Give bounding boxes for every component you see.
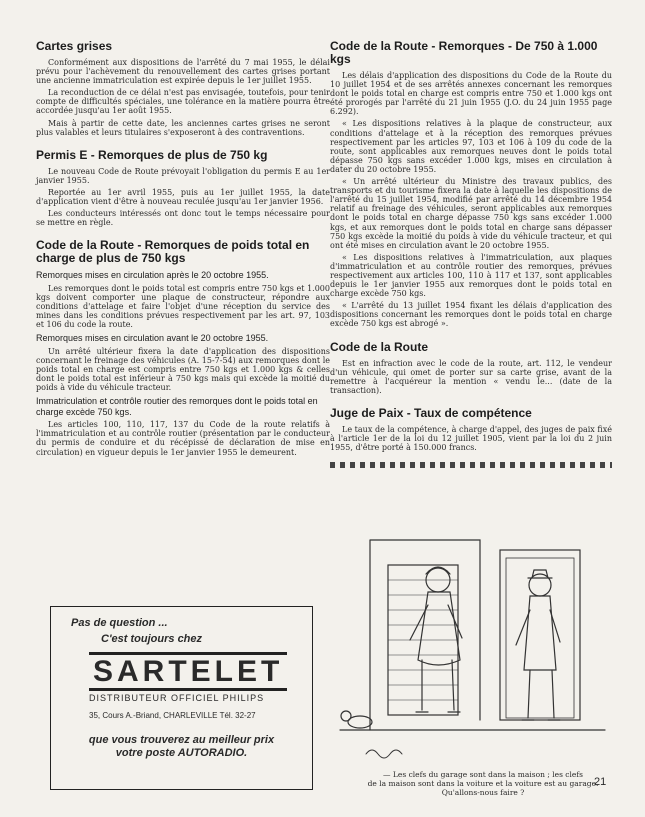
section-remorques-750-1000 (330, 40, 612, 329)
paragraph: La reconduction de ce délai n'est pas envisagée, toutefois, pour tenir compte de difficultés spéciales, une tolérance en la matière pourra être accordée jusqu'au 1er août 1955. (36, 88, 330, 116)
paragraph: « L'arrêté du 13 juillet 1954 fixant les délais d'application des dispositions concernant les remorques dont le poids total en charge excède 750 kgs est abrogé ». (330, 301, 612, 329)
paragraph: « Un arrêté ultérieur du Ministre des travaux publics, des transports et du tourisme fixera la date à laquelle les dispositions de l'arrêté du 15 juillet 1954, modifié par arrêté du 14 décembre 1954 relatif au freinage des véhicules, seront applicables aux remorques dont le poids total en charge dépasse 750 kgs sans excéder 1.000 kgs, et aux remorques dont le poids total en charge sans dépasser 750 kgs excède la moitié du poids à vide du véhicule tracteur, et qui ont été mises en circulation avant le 20 octobre 1955. (330, 177, 612, 250)
brand-logo (89, 655, 300, 689)
paragraph: Le nouveau Code de Route prévoyait l'obligation du permis E au 1er janvier 1955. (36, 166, 330, 185)
section-cartes-grises (36, 40, 330, 137)
section-title: Permis E - Remorques de plus de 750 kg (36, 147, 268, 162)
paragraph: Le taux de la compétence, à charge d'appel, des juges de paix fixé à l'article 1er de la loi du 12 juillet 1905, vient par la loi du 2 juin 1955, d'être porté à 150.000 francs. (330, 424, 612, 453)
ad-address: 35, Cours A.-Briand, CHARLEVILLE Tél. 32-27 (89, 711, 256, 720)
paragraph: Reportée au 1er avril 1955, puis au 1er juillet 1955, la date d'application vient d'être à nouveau reculée jusqu'au 1er janvier 1956. (36, 187, 330, 207)
section-title: Code de la Route - Remorques de poids total en charge de plus de 750 kgs (36, 238, 310, 266)
sartelet-advertisement (50, 606, 313, 790)
section-permis-e (36, 149, 330, 228)
section-title: Code de la Route (330, 339, 429, 354)
paragraph: Les conducteurs intéressés ont donc tout le temps nécessaire pour se mettre en règle. (36, 209, 330, 228)
section-title: Cartes grises (36, 39, 113, 53)
paragraph: Les remorques dont le poids total est compris entre 750 kgs et 1.000 kgs doivent comporter une plaque de constructeur, répondre aux conditions d'attelage et faire l'objet d'une réception du service des mines dans les conditions prévues respectivement par les art. 97, 103 et 106 du code la route. (36, 283, 330, 330)
section-remorques-plus-750 (36, 239, 330, 456)
section-title: Juge de Paix - Taux de compétence (330, 405, 532, 420)
subsection-heading: Remorques mises en circulation après le 20 octobre 1955. (36, 270, 269, 281)
dashed-divider (330, 462, 612, 468)
paragraph: Est en infraction avec le code de la route, art. 112, le vendeur d'un véhicule, qui omet de porter sur sa carte grise, avant de la remettre à l'acquéreur la mention « vendu le... (date de la transaction). (330, 358, 612, 395)
cartoon-caption (352, 770, 614, 797)
brand-name: SARTELET (89, 652, 287, 691)
ad-line: Pas de question ... (71, 617, 168, 629)
paragraph: « Les dispositions relatives à la plaque de constructeur, aux conditions d'attelage et à la réception des remorques prévues respectivement par les articles 97, 103 et 106 à 109 du code de la route, sont applicables aux remorques neuves dont le poids total dépasse 750 kgs sans excéder 1.000 kgs, mises en circulation à dater du 20 octobre 1955. (330, 119, 612, 174)
paragraph: « Les dispositions relatives à l'immatriculation, aux plaques d'immatriculation et au contrôle routier des remorques, prévues respectivement aux articles 100, 110 à 117 et 137, sont applicables depuis le 1er janvier 1955 aux remorques dont le poids total en charge excède 750 kgs. (330, 252, 612, 299)
cartoon-illustration (330, 470, 612, 768)
ad-line: votre poste AUTORADIO. (115, 747, 248, 759)
section-juge-de-paix (330, 407, 612, 452)
paragraph: Les articles 100, 110, 117, 137 du Code de la route relatifs à l'immatriculation et au contrôle routier (présentation par le conducteur du permis de conduire et du récépissé de déclaration de mise en circulation) en vigueur depuis le 1er janvier 1955 le demeurent. (36, 420, 330, 457)
paragraph: Mais à partir de cette date, les anciennes cartes grises ne seront plus valables et leurs titulaires s'exposeront à des contraventions. (36, 118, 330, 137)
left-column (36, 40, 330, 469)
ad-subtitle: DISTRIBUTEUR OFFICIEL PHILIPS (89, 693, 265, 703)
ad-line: C'est toujours chez (101, 633, 203, 645)
subsection-heading: Remorques mises en circulation avant le 20 octobre 1955. (36, 333, 269, 344)
caption-line: — Les clefs du garage sont dans la maison ; les clefs (383, 770, 583, 779)
subsection-heading: Immatriculation et contrôle routier des remorques dont le poids total en charge excède 750 kgs. (36, 396, 318, 417)
section-title: Code de la Route - Remorques - De 750 à 1.000 kgs (330, 39, 598, 66)
paragraph: Les délais d'application des dispositions du Code de la Route du 10 juillet 1954 et de ses arrêtés annexes concernant les remorques dont le poids total en charge est compris entre 750 et 1.000 kgs ont été prorogés par l'arrêté du 21 juin 1955 (J.O. du 24 juin 1955 page 6.292). (330, 71, 612, 117)
section-code-route (330, 341, 612, 395)
right-column (330, 40, 612, 464)
caption-line: de la maison sont dans la voiture et la voiture est au garage. (367, 779, 599, 788)
caption-line: Qu'allons-nous faire ? (441, 788, 525, 797)
paragraph: Conformément aux dispositions de l'arrêté du 7 mai 1955, le délai prévu pour l'achèvement du renouvellement des cartes grises portant une ancienne immatriculation est expirée depuis le 1er juillet 1955. (36, 58, 330, 86)
paragraph: Un arrêté ultérieur fixera la date d'application des dispositions concernant le freinage des véhicules (A. 15-7-54) aux remorques dont le poids total en charge est compris entre 750 kgs et 1.000 kgs & celles dont le poids total est inférieur à 750 kgs mais qui excède la moitié du poids à vide du véhicule tracteur. (36, 346, 330, 393)
page-number: 21 (594, 776, 607, 788)
ad-line: que vous trouverez au meilleur prix (88, 734, 275, 746)
